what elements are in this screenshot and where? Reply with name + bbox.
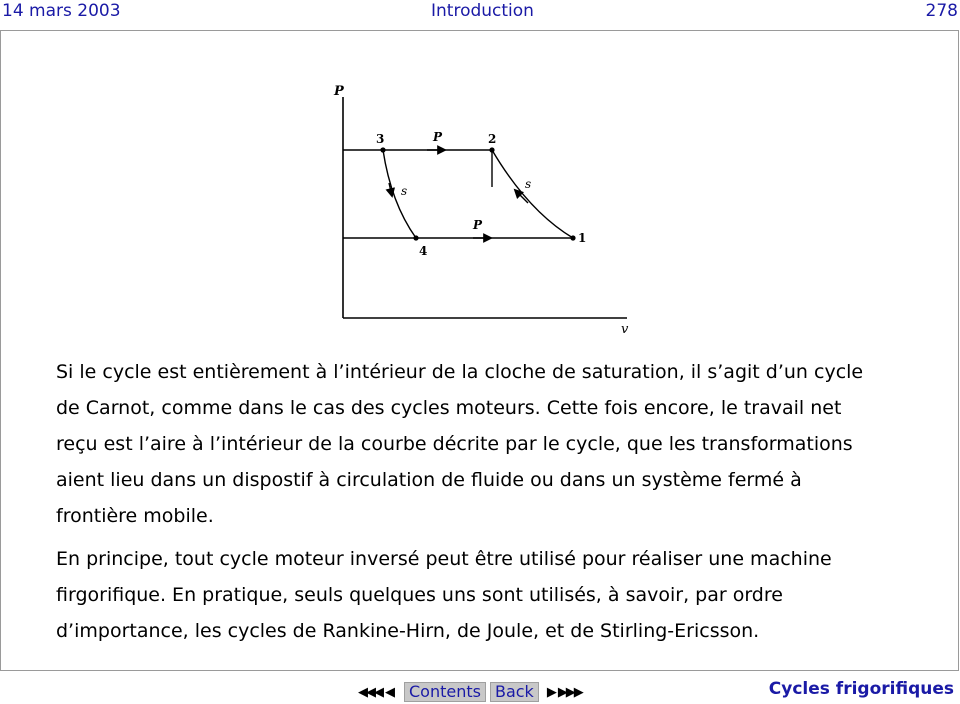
text-line: d’importance, les cycles de Rankine-Hirn, de Joule, et de Stirling-Ericsson.	[56, 620, 760, 642]
text-line: reçu est l’aire à l’intérieur de la courbe décrite par le cycle, que les transformations	[56, 433, 853, 455]
back-button[interactable]: Back	[490, 682, 539, 702]
v-axis-label: v	[621, 322, 629, 337]
navigation-bar	[358, 681, 585, 703]
point-label-3: 3	[376, 132, 385, 146]
label-s-left: s	[401, 184, 408, 198]
text-line: de Carnot, comme dans le cas des cycles moteurs. Cette fois encore, le travail net	[56, 397, 842, 419]
text-line: aient lieu dans un dispostif à circulation de fluide ou dans un système fermé à	[56, 469, 802, 491]
point-1	[570, 235, 575, 240]
header-date: 14 mars 2003	[2, 1, 121, 21]
prev-page-icon[interactable]: ◀	[385, 684, 393, 700]
label-p-bottom: P	[473, 218, 483, 232]
text-line: Si le cycle est entièrement à l’intérieur de la cloche de saturation, il s’agit d’un cycle	[56, 361, 864, 383]
point-label-1: 1	[578, 231, 587, 245]
isentrope-left	[383, 150, 416, 238]
point-3	[380, 147, 385, 152]
contents-button[interactable]: Contents	[404, 682, 486, 702]
last-page-icon[interactable]: ▶▶▶	[557, 684, 582, 700]
label-s-right: s	[525, 177, 532, 191]
point-label-4: 4	[419, 244, 428, 258]
header-title[interactable]: Introduction	[431, 1, 534, 21]
text-line: firgorifique. En pratique, seuls quelques uns sont utilisés, à savoir, par ordre	[56, 584, 783, 606]
header-page-number: 278	[925, 1, 958, 21]
paragraph-carnot	[56, 354, 916, 534]
text-line: frontière mobile.	[56, 505, 214, 527]
next-page-icon[interactable]: ▶	[546, 684, 555, 700]
slide-header	[0, 0, 960, 26]
first-page-icon[interactable]: ◀◀◀	[358, 684, 382, 700]
isentrope-right	[492, 150, 573, 238]
point-label-2: 2	[488, 132, 497, 146]
footer-section-title[interactable]: Cycles frigorifiques	[768, 679, 954, 699]
point-4	[413, 235, 418, 240]
text-line: En principe, tout cycle moteur inversé peut être utilisé pour réaliser une machine	[56, 548, 832, 570]
p-axis-label: P	[334, 84, 344, 99]
point-2	[489, 147, 494, 152]
paragraph-principle	[56, 541, 916, 649]
label-p-top: P	[433, 130, 443, 144]
p-v-diagram	[315, 75, 655, 345]
